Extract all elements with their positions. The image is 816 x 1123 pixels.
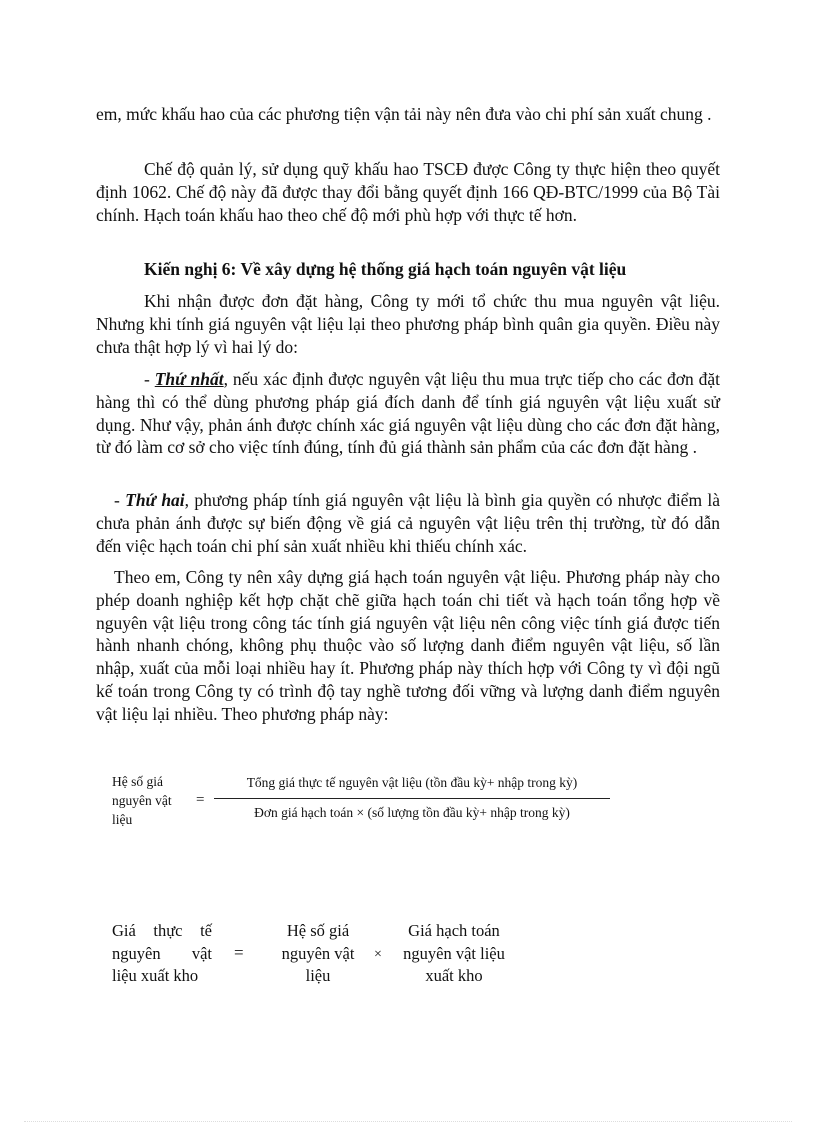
formula2-times: ×: [374, 947, 382, 962]
paragraph-1: em, mức khấu hao của các phương tiện vận tải này nên đưa vào chi phí sản xuất chung .: [96, 104, 712, 124]
paragraph-2: Chế độ quản lý, sử dụng quỹ khấu hao TSCĐ được Công ty thực hiện theo quyết định 1062. Chế độ này đã được thay đổi bằng quyết định 166 QĐ-BTC/1999 của Bộ Tài chính. Hạch toán khấu hao theo chế độ mới phù hợp với thực tế hơn.: [96, 159, 720, 225]
paragraph-3: Khi nhận được đơn đặt hàng, Công ty mới tổ chức thu mua nguyên vật liệu. Nhưng khi tính giá nguyên vật liệu lại theo phương pháp bình quân gia quyền. Điều này chưa thật hợp lý vì hai lý do:: [96, 291, 720, 357]
formula1-denominator: Đơn giá hạch toán × (số lượng tồn đầu kỳ+ nhập trong kỳ): [254, 805, 570, 820]
formula1-left-term: Hệ số giá nguyên vật liệu: [112, 774, 172, 827]
paragraph-6: Theo em, Công ty nên xây dựng giá hạch toán nguyên vật liệu. Phương pháp này cho phép doanh nghiệp kết hợp chặt chẽ giữa hạch toán chi tiết và hạch toán tổng hợp về nguyên vật liệu trong công tác tính giá nguyên vật liệu nên công việc tính giá được tiến hành nhanh chóng, không phụ thuộc vào số lượng danh điểm nguyên vật liệu, số lần nhập, xuất của mỗi loại nhiều hay ít. Phương pháp này thích hợp với Công ty vì đội ngũ kế toán trong Công ty có trình độ tay nghề tương đối vững và lượng danh điểm nguyên vật liệu lại nhiều. Theo phương pháp này:: [96, 567, 720, 724]
paragraph-4: [96, 368, 720, 459]
formula2-left-term: Giá thực tế nguyên vật liệu xuất kho: [112, 921, 212, 985]
formula2-equals: =: [234, 943, 244, 962]
paragraph-5: [96, 489, 720, 557]
section-heading: Kiến nghị 6: Về xây dựng hệ thống giá hạch toán nguyên vật liệu: [144, 259, 627, 279]
formula2-middle-term: Hệ số giá nguyên vật liệu: [281, 921, 355, 985]
formula2-right-term: Giá hạch toán nguyên vật liệu xuất kho: [403, 921, 505, 985]
paragraph-text: , nếu xác định được nguyên vật liệu thu mua trực tiếp cho các đơn đặt hàng thì có thể dùng phương pháp giá đích danh để tính giá nguyên vật liệu xuất sử dụng. Như vậy, phản ánh được chính xác giá nguyên vật liệu dùng cho các đơn đặt hàng, từ đó làm cơ sở cho việc tính đúng, tính đủ giá thành sản phẩm của các đơn đặt hàng .: [96, 369, 721, 458]
formula1-fraction: [214, 773, 610, 822]
paragraph-text: , phương pháp tính giá nguyên vật liệu là bình gia quyền có nhược điểm là chưa phản ánh được sự biến động về giá cả nguyên vật liệu trên thị trường, từ đó dẫn đến việc hạch toán chi phí sản xuất nhiều khi thiếu chính xác.: [96, 490, 720, 556]
formula1-numerator: Tổng giá thực tế nguyên vật liệu (tồn đầu kỳ+ nhập trong kỳ): [214, 773, 610, 799]
lead-term: Thứ hai: [125, 490, 185, 510]
bullet-prefix: -: [114, 490, 126, 510]
lead-term: Thứ nhất: [154, 369, 224, 389]
formula1-equals: =: [196, 792, 205, 808]
page-bottom-divider: [24, 1121, 792, 1122]
bullet-prefix: -: [144, 369, 155, 389]
